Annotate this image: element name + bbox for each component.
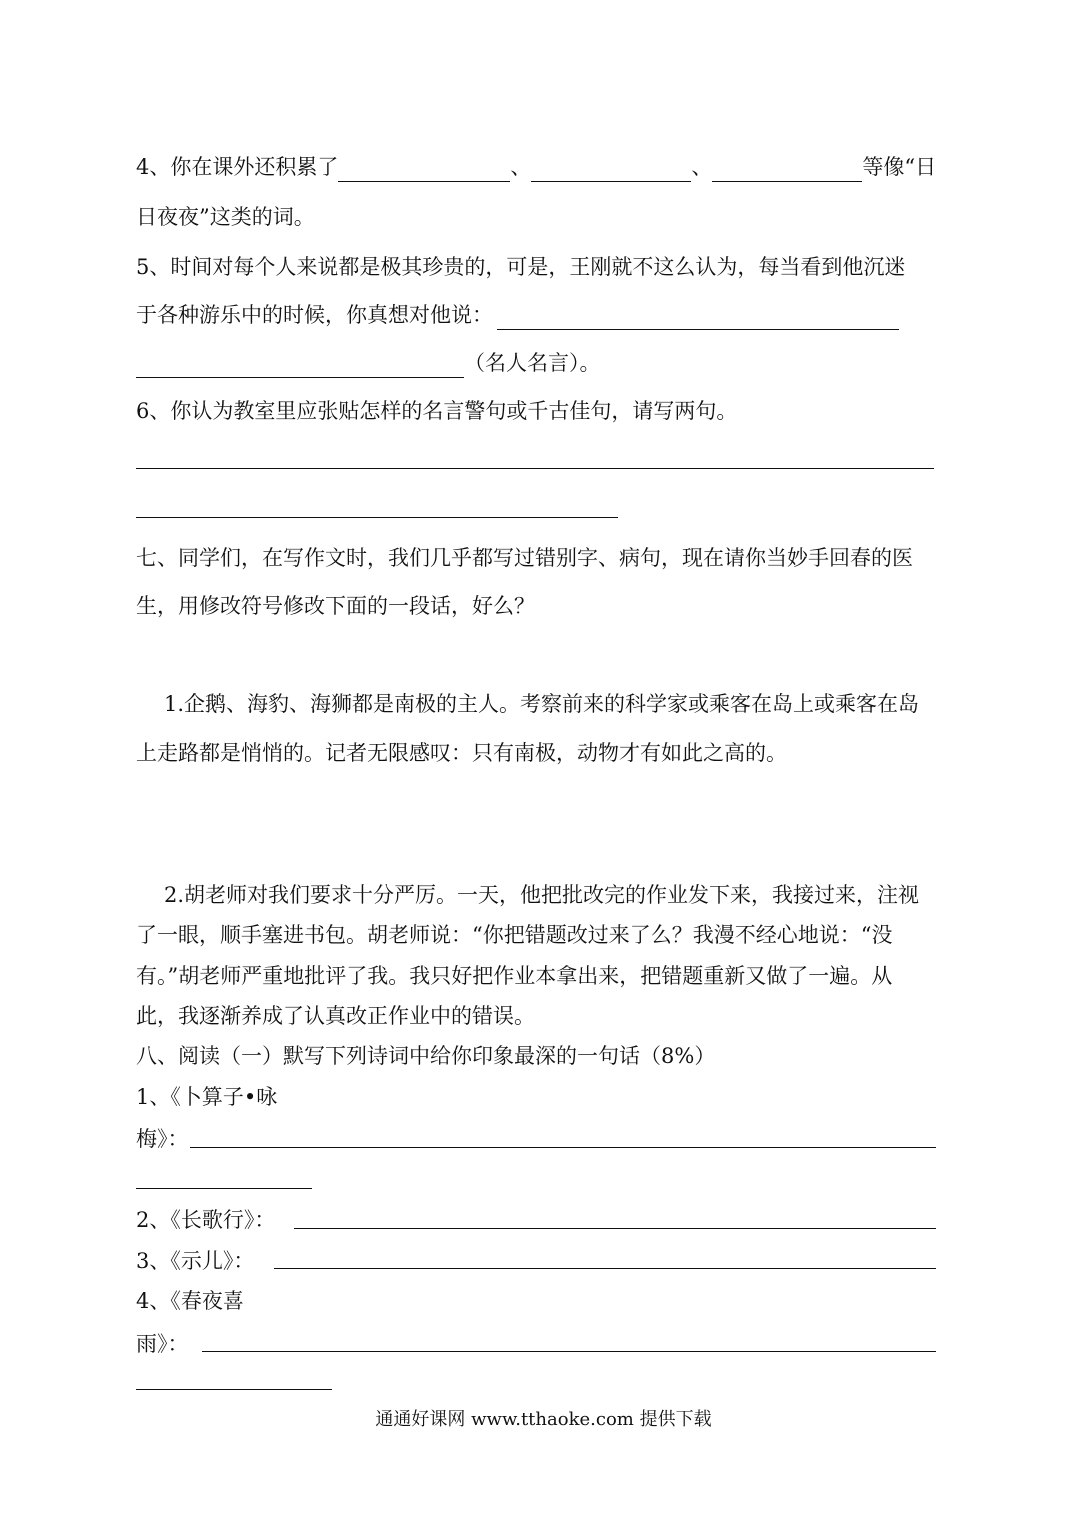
section8-item4-answer-line-2[interactable] (136, 1389, 332, 1390)
section8-item2: 2、《长歌行》： (136, 1208, 276, 1232)
section8-item4-a: 4、《春夜喜 (136, 1289, 244, 1313)
q4-sep-2: 、 (691, 155, 713, 179)
q5-line1: 5、时间对每个人来说都是极其珍贵的，可是，王刚就不这么认为，每当看到他沉迷 (136, 255, 906, 279)
section8-item1-answer-line-2[interactable] (136, 1188, 312, 1189)
page-footer: 通通好课网 www.tthaoke.com 提供下载 (375, 1409, 712, 1430)
q4-blank-2[interactable] (531, 157, 691, 182)
q6-answer-line-1[interactable] (136, 468, 934, 469)
section7-p2-line4: 此，我逐渐养成了认真改正作业中的错误。 (136, 1004, 535, 1028)
section8-item1-a: 1、《卜算子•咏 (136, 1085, 278, 1109)
section7-p2-line3: 有。”胡老师严重地批评了我。我只好把作业本拿出来，把错题重新又做了一遍。从 (136, 964, 893, 988)
section7-p2-line1: 2.胡老师对我们要求十分严厉。一天，他把批改完的作业发下来，我接过来，注视 (164, 883, 920, 907)
q6-answer-line-2[interactable] (136, 517, 618, 518)
section8-item4-b: 雨》： (136, 1332, 189, 1356)
q5-line2-text: 于各种游乐中的时候，你真想对他说： (136, 303, 493, 327)
q5-blank-1[interactable] (497, 305, 899, 330)
section7-line1: 七、同学们，在写作文时，我们几乎都写过错别字、病句，现在请你当妙手回春的医 (136, 546, 913, 570)
section7-p2-line2: 了一眼，顺手塞进书包。胡老师说：“你把错题改过来了么？我漫不经心地说：“没 (136, 923, 893, 947)
section8-item3: 3、《示儿》： (136, 1249, 255, 1273)
section8-item4-answer-line-1[interactable] (202, 1351, 936, 1352)
section8-item3-answer-line[interactable] (274, 1268, 936, 1269)
q6-text: 6、你认为教室里应张贴怎样的名言警句或千古佳句，请写两句。 (136, 399, 738, 423)
q5-line2 (136, 300, 899, 330)
section8-item1-b: 梅》： (136, 1127, 189, 1151)
q4-sep-1: 、 (510, 155, 532, 179)
q4-tail: 等像“日 (862, 155, 937, 179)
q4-line1 (136, 152, 936, 182)
q4-blank-1[interactable] (338, 157, 510, 182)
section8-heading: 八、阅读（一）默写下列诗词中给你印象最深的一句话（8%） (136, 1044, 716, 1068)
section7-line2: 生，用修改符号修改下面的一段话，好么？ (136, 594, 535, 618)
section8-item2-answer-line[interactable] (294, 1228, 936, 1229)
section7-p1-line2: 上走路都是悄悄的。记者无限感叹：只有南极，动物才有如此之高的。 (136, 741, 787, 765)
q5-blank-2[interactable] (136, 353, 464, 378)
section7-p1-line1: 1.企鹅、海豹、海狮都是南极的主人。考察前来的科学家或乘客在岛上或乘客在岛 (164, 692, 920, 716)
q4-prefix: 4、你在课外还积累了 (136, 155, 339, 179)
q5-line3 (136, 348, 601, 378)
q4-blank-3[interactable] (712, 157, 862, 182)
q5-line3-tail: （名人名言）。 (464, 351, 601, 375)
q4-line2: 日夜夜”这类的词。 (136, 205, 315, 229)
section8-item1-answer-line-1[interactable] (190, 1147, 936, 1148)
